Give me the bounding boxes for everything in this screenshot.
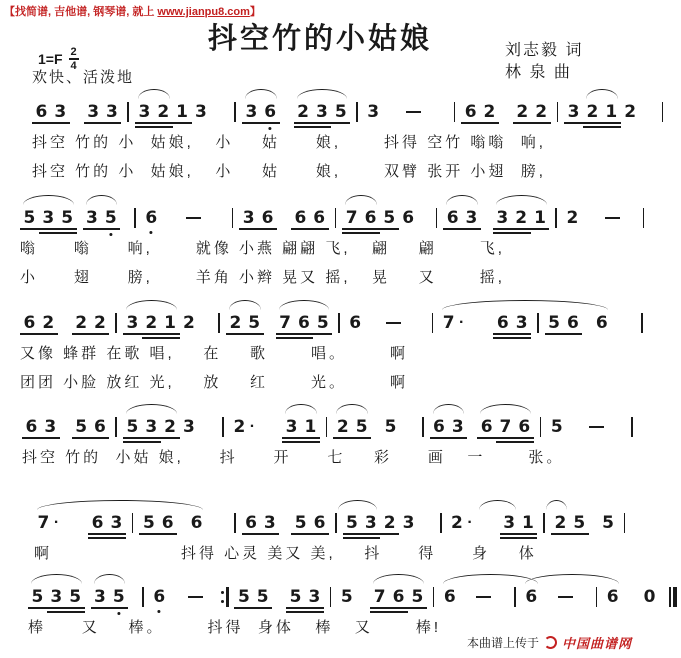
note: 6	[310, 513, 329, 533]
note: 6	[361, 208, 380, 228]
note: 5	[570, 513, 589, 533]
repeat-barline	[221, 587, 230, 607]
slur-arc	[279, 300, 329, 310]
slur-arc	[126, 300, 177, 310]
note: 5	[343, 513, 362, 533]
note: 5	[253, 587, 272, 607]
barline	[454, 102, 456, 122]
lyrics-line: 棒 又 棒。 抖得 身体 棒 又 棒!	[28, 619, 442, 636]
note: 2	[294, 102, 313, 122]
spacer	[383, 112, 403, 113]
barline	[335, 513, 337, 533]
spacer	[70, 112, 84, 113]
note: 2	[583, 102, 602, 122]
note: 3	[242, 102, 261, 122]
barline	[132, 513, 134, 533]
note: 7	[442, 313, 455, 333]
note: 3	[39, 208, 58, 228]
note: 2	[451, 513, 463, 533]
spacer	[459, 597, 473, 598]
note-extension-dash	[558, 596, 573, 598]
octave-dot	[269, 127, 272, 130]
spacer	[611, 323, 635, 324]
song-title: 抖空竹的小姑娘	[207, 23, 432, 55]
slur-arc	[31, 574, 82, 584]
note: 6	[20, 313, 39, 333]
spacer	[640, 112, 656, 113]
barline	[115, 417, 117, 437]
note: 5	[384, 417, 397, 437]
barline	[540, 417, 542, 437]
note: 3	[500, 513, 519, 533]
note: 7	[370, 587, 389, 607]
note: 3	[282, 417, 301, 437]
note: 1	[161, 313, 180, 333]
note: 3	[361, 513, 380, 533]
spacer	[161, 218, 183, 219]
note: 5	[602, 513, 614, 533]
barline	[422, 417, 424, 437]
note: 3	[312, 102, 331, 122]
barline	[433, 587, 435, 607]
barline	[142, 587, 144, 607]
spacer	[177, 523, 187, 524]
note: 5	[66, 587, 85, 607]
slur-arc	[245, 89, 277, 99]
note: 1	[173, 102, 192, 122]
note: 6	[91, 417, 110, 437]
note-extension-dash	[605, 217, 620, 219]
slur-arc	[443, 574, 538, 584]
note: 3	[305, 587, 324, 607]
barline	[330, 587, 332, 607]
spacer	[467, 427, 477, 428]
barline	[631, 417, 633, 437]
footer-text: 本曲谱上传于	[466, 636, 539, 650]
slur-arc	[338, 500, 377, 510]
note: 6	[310, 208, 329, 228]
note: 6	[258, 208, 277, 228]
system-5	[34, 497, 631, 564]
notation-row	[28, 571, 681, 609]
note: 3	[47, 587, 66, 607]
note: 2	[380, 513, 399, 533]
barline	[326, 417, 328, 437]
spacer	[589, 523, 599, 524]
barline	[127, 102, 129, 122]
spacer	[206, 597, 216, 598]
note: 2	[183, 313, 195, 333]
note: 5	[550, 417, 563, 437]
note: 2	[512, 208, 531, 228]
barline	[232, 208, 234, 228]
system-1	[32, 86, 669, 182]
note: 5	[139, 513, 158, 533]
spacer	[258, 427, 282, 428]
notation-row	[20, 297, 649, 335]
barline	[643, 208, 645, 228]
notation-row	[34, 497, 631, 535]
note: 3	[239, 208, 258, 228]
barline	[596, 587, 598, 607]
note: 6	[32, 102, 51, 122]
note: 3	[402, 513, 415, 533]
barline	[134, 208, 136, 228]
note: 2	[226, 313, 245, 333]
key-label: 1=F	[38, 50, 63, 67]
lyrics-line: 团团 小脸 放红 光, 放 红 光。 啊	[20, 374, 409, 391]
note: 1	[602, 102, 621, 122]
note: 3	[51, 102, 70, 122]
barline	[641, 313, 643, 333]
note-extension-dash	[476, 596, 491, 598]
barline	[432, 313, 434, 333]
slur-arc	[496, 195, 547, 205]
note: 6	[430, 417, 449, 437]
spacer	[280, 112, 294, 113]
spacer	[576, 597, 590, 598]
meter-numerator: 2	[70, 46, 77, 58]
note: 7	[342, 208, 361, 228]
spacer	[499, 112, 513, 113]
note: 5	[313, 313, 332, 333]
note: 5	[331, 102, 350, 122]
octave-dot	[150, 231, 153, 234]
note: 6	[461, 102, 480, 122]
note: 2	[142, 313, 161, 333]
note: 3	[448, 417, 467, 437]
slur-arc	[297, 89, 347, 99]
augmentation-dot: ·	[249, 418, 256, 435]
barline	[624, 513, 626, 533]
spacer	[371, 427, 381, 428]
final-barline	[669, 587, 677, 607]
note: 7	[496, 417, 515, 437]
spacer	[566, 427, 586, 428]
barline	[218, 313, 220, 333]
spacer	[582, 218, 602, 219]
slur-arc	[373, 574, 424, 584]
spacer	[607, 427, 625, 428]
spacer	[659, 597, 665, 598]
note: 5	[109, 587, 128, 607]
note: 2	[91, 313, 110, 333]
note: 5	[291, 513, 310, 533]
note: 6	[190, 513, 203, 533]
note: 2	[39, 313, 58, 333]
spacer	[277, 218, 291, 219]
note: 2	[161, 417, 180, 437]
spacer	[62, 523, 88, 524]
footer-upload-credit	[467, 633, 632, 652]
banner-link[interactable]: www.jianpu8.com	[157, 6, 250, 18]
lyrics-line: 嗡 嗡 响, 就像 小燕 翩翩 飞, 翩 翩 飞,	[20, 240, 505, 257]
spacer	[418, 523, 434, 524]
slur-arc	[525, 574, 619, 584]
note: 2	[624, 102, 637, 122]
note: 6	[443, 208, 462, 228]
note: 6	[402, 208, 415, 228]
note: 3	[41, 417, 60, 437]
note: 6	[158, 513, 177, 533]
note: 5	[245, 313, 264, 333]
composer-credit: 林 泉 曲	[505, 64, 572, 81]
slur-arc	[138, 89, 170, 99]
spacer	[356, 597, 370, 598]
spacer	[582, 323, 592, 324]
barline	[555, 208, 557, 228]
note: 3	[123, 313, 142, 333]
note: 5	[72, 417, 91, 437]
spacer	[476, 523, 500, 524]
barline	[335, 208, 337, 228]
barline	[115, 313, 117, 333]
note: 2	[566, 208, 579, 228]
octave-dot	[158, 610, 161, 613]
note: 6	[291, 208, 310, 228]
note: 3	[107, 513, 126, 533]
barline	[436, 208, 438, 228]
note: 6	[515, 417, 534, 437]
note: 6	[150, 587, 169, 607]
note: 5	[234, 587, 253, 607]
note: 6	[142, 208, 161, 228]
spacer	[60, 427, 72, 428]
spacer	[264, 323, 276, 324]
spacer	[494, 597, 508, 598]
note: 6	[294, 313, 313, 333]
notation-row	[20, 192, 650, 230]
lyrics-line: 小 翅 膀, 羊角 小辫 晃又 摇, 晃 又 摇,	[20, 269, 505, 286]
note: 3	[84, 102, 103, 122]
note: 3	[183, 417, 195, 437]
augmentation-dot: ·	[467, 514, 473, 531]
note: 2	[513, 102, 532, 122]
note: 3	[103, 102, 122, 122]
note: 2	[72, 313, 91, 333]
note: 5	[58, 208, 77, 228]
system-4	[22, 401, 639, 468]
note: 6	[525, 587, 538, 607]
note: 3	[493, 208, 512, 228]
rest-note: 0	[643, 587, 656, 607]
octave-dot	[117, 612, 120, 615]
spacer	[365, 323, 383, 324]
note: 5	[20, 208, 39, 228]
note: 7	[37, 513, 50, 533]
note: 6	[595, 313, 608, 333]
note: 6	[389, 587, 408, 607]
spacer	[198, 323, 212, 324]
spacer	[204, 218, 226, 219]
spacer	[418, 218, 430, 219]
note: 3	[512, 313, 531, 333]
lyrics-line: 抖空 竹的 小 姑娘, 小 姑 娘, 抖得 空竹 嗡嗡 响,	[32, 134, 546, 151]
lyricist-credit: 刘志毅 词	[505, 42, 584, 59]
note: 6	[443, 587, 456, 607]
slur-arc	[94, 574, 125, 584]
slur-arc	[126, 404, 177, 414]
note-extension-dash	[188, 596, 203, 598]
slur-arc	[37, 500, 203, 510]
notation-row	[22, 401, 639, 439]
note: 3	[260, 513, 279, 533]
note: 6	[563, 313, 582, 333]
spacer	[198, 427, 216, 428]
augmentation-dot: ·	[53, 514, 60, 531]
lyrics-line: 抖空 竹的 小姑 娘, 抖 开 七 彩 画 一 张。	[22, 449, 565, 466]
note: 6	[22, 417, 41, 437]
slur-arc	[479, 500, 516, 510]
spacer	[210, 112, 228, 113]
notation-row	[32, 86, 669, 124]
spacer	[128, 597, 136, 598]
spacer	[623, 218, 637, 219]
spacer	[120, 218, 128, 219]
tempo-marking: 欢快、活泼地	[32, 69, 135, 86]
note: 5	[28, 587, 47, 607]
note: 2	[532, 102, 551, 122]
spacer	[481, 218, 493, 219]
spacer	[622, 597, 640, 598]
note: 2	[233, 417, 246, 437]
slur-arc	[229, 300, 261, 310]
note-extension-dash	[589, 426, 604, 428]
note: 1	[301, 417, 320, 437]
note: 5	[101, 208, 120, 228]
note: 3	[142, 417, 161, 437]
barline	[234, 102, 236, 122]
slur-arc	[442, 300, 608, 310]
spacer	[404, 323, 426, 324]
footer-site-name[interactable]: 中国曲谱网	[561, 636, 632, 651]
note: 6	[261, 102, 280, 122]
note: 7	[276, 313, 295, 333]
augmentation-dot: ·	[459, 314, 465, 331]
note: 6	[88, 513, 107, 533]
barline	[356, 102, 358, 122]
slur-arc	[285, 404, 317, 414]
spacer	[400, 427, 416, 428]
banner-text: 【找简谱, 吉他谱, 钢琴谱, 就上	[4, 6, 158, 18]
note: 2	[480, 102, 499, 122]
spacer	[206, 523, 228, 524]
spacer	[467, 323, 493, 324]
note: 5	[340, 587, 353, 607]
slur-arc	[446, 195, 478, 205]
note: 2	[333, 417, 352, 437]
slur-arc	[546, 500, 567, 510]
note: 5	[352, 417, 371, 437]
banner-suffix: 】	[249, 6, 261, 18]
note-extension-dash	[386, 322, 401, 324]
note: 3	[135, 102, 154, 122]
note: 3	[91, 587, 110, 607]
note: 3	[564, 102, 583, 122]
barline	[222, 417, 224, 437]
note: 5	[408, 587, 427, 607]
spacer	[272, 597, 286, 598]
note-extension-dash	[186, 217, 201, 219]
barline	[537, 313, 539, 333]
note: 6	[606, 587, 619, 607]
barline	[440, 513, 442, 533]
note: 2	[551, 513, 570, 533]
slur-arc	[586, 89, 618, 99]
note: 1	[531, 208, 550, 228]
note: 5	[123, 417, 142, 437]
note: 3	[195, 102, 207, 122]
spacer	[58, 323, 72, 324]
note: 6	[493, 313, 512, 333]
slur-arc	[345, 195, 377, 205]
barline	[514, 587, 516, 607]
note: 1	[519, 513, 538, 533]
qupu-site-logo-icon	[544, 636, 557, 649]
octave-dot	[109, 233, 112, 236]
barline	[662, 102, 664, 122]
note: 3	[83, 208, 102, 228]
slur-arc	[433, 404, 464, 414]
spacer	[279, 523, 291, 524]
barline	[338, 313, 340, 333]
note: 3	[462, 208, 481, 228]
slur-arc	[23, 195, 74, 205]
lyrics-line: 啊 抖得 心灵 美又 美, 抖 得 身 体	[34, 545, 537, 562]
note: 5	[545, 313, 564, 333]
spacer	[541, 597, 555, 598]
spacer	[169, 597, 185, 598]
slur-arc	[86, 195, 117, 205]
slur-arc	[480, 404, 531, 414]
note: 6	[477, 417, 496, 437]
system-2	[20, 192, 650, 288]
barline	[557, 102, 559, 122]
barline	[543, 513, 545, 533]
meter-denominator: 4	[70, 59, 77, 72]
lyrics-line: 抖空 竹的 小 姑娘, 小 姑 娘, 双臂 张开 小翅 膀,	[32, 163, 546, 180]
note: 3	[367, 102, 380, 122]
system-6	[28, 571, 681, 638]
credits	[505, 40, 583, 84]
system-3	[20, 297, 649, 393]
note: 2	[154, 102, 173, 122]
note: 5	[380, 208, 399, 228]
note: 6	[242, 513, 261, 533]
barline	[234, 513, 236, 533]
note: 5	[286, 587, 305, 607]
lyrics-line: 又像 蜂群 在歌 唱, 在 歌 唱。 啊	[20, 345, 409, 362]
note: 6	[349, 313, 362, 333]
spacer	[424, 112, 448, 113]
note-extension-dash	[406, 111, 421, 113]
slur-arc	[336, 404, 368, 414]
